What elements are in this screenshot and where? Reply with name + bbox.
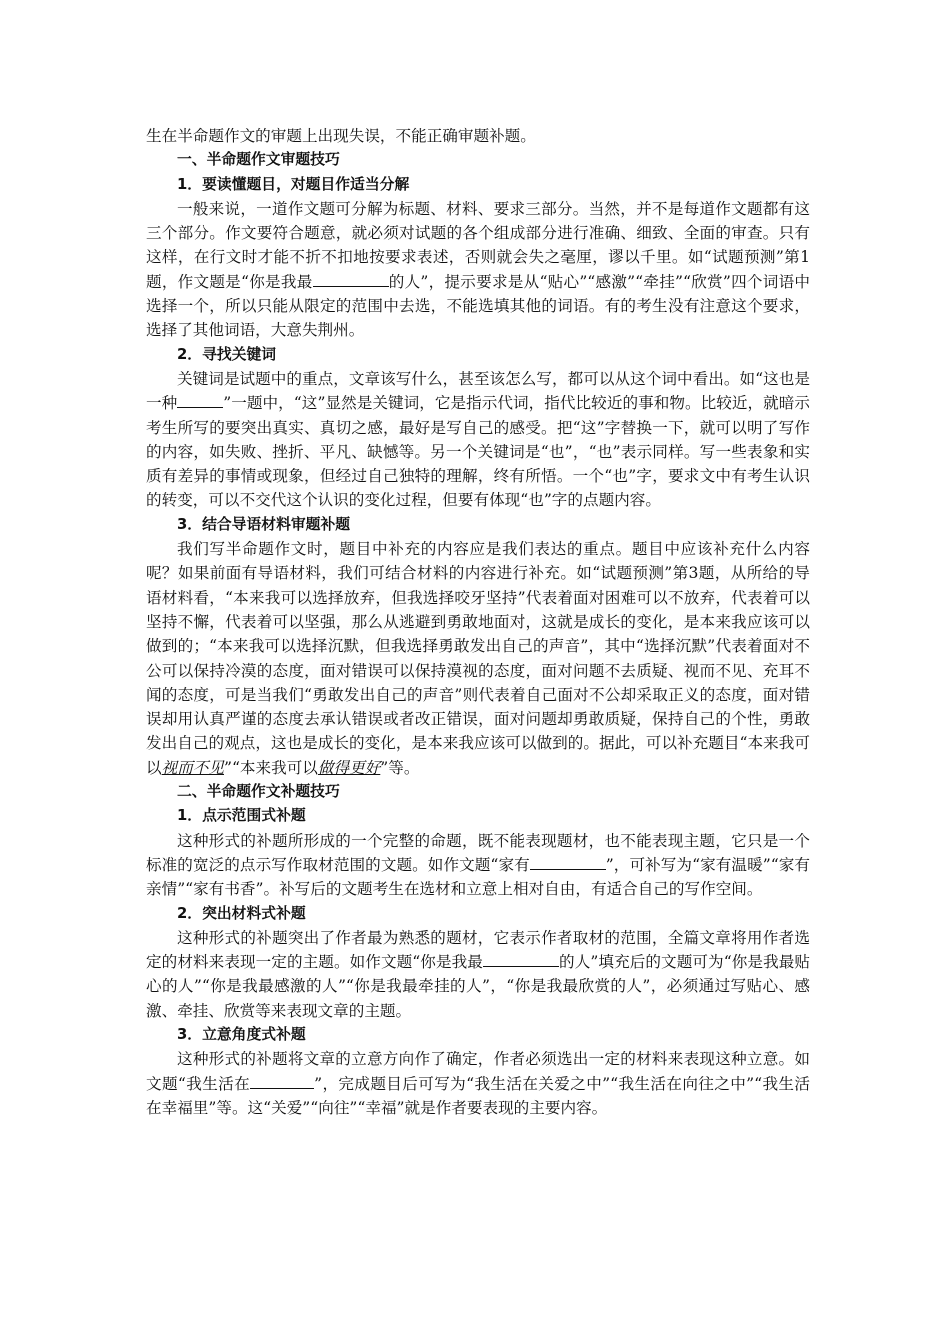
subheading-2-2: 2．突出材料式补题 <box>177 904 306 922</box>
text: 一般来说，一道作文题可分解为标题、材料、要求三部分。当然，并不是每道作文题都有这三个部分。作文要符合题意，就必须对试题的各个组成部分进行准确、细致、全面的审查。只有这样，在行文时才能不折不扣地按要求表述，否则就会失之毫厘，谬以千里。如“试题预测”第1题，作文题是“你是我最 <box>146 199 810 291</box>
paragraph-1-1 <box>146 197 810 343</box>
fill-blank <box>313 271 389 287</box>
paragraph-2-3 <box>146 1047 810 1120</box>
text: ”，可补写为“家有温暖”“家有亲情”“家有书香”。补写后的文题考生在选材和立意上相对自由，有适合自己的写作空间。 <box>146 855 810 899</box>
text: 的人”填充后的文题可为“你是我最贴心的人”“你是我最感激的人”“你是我最牵挂的人”，“你是我最欣赏的人”，必须通过写贴心、感激、牵挂、欣赏等来表现文章的主题。 <box>146 953 810 1020</box>
text: ”“本来我可以 <box>223 758 318 777</box>
subheading-1-3: 3．结合导语材料审题补题 <box>177 515 351 533</box>
text: ”等。 <box>380 758 420 777</box>
subheading-2-1: 1．点示范围式补题 <box>177 807 306 825</box>
text: ”，完成题目后可写为“我生活在关爱之中”“我生活在向往之中”“我生活在幸福里”等。这“关爱”“向往”“幸福”就是作者要表现的主要内容。 <box>146 1074 810 1117</box>
text: 的人”，提示要求是从“贴心”“感激”“牵挂”“欣赏”四个词语中选择一个，所以只能从限定的范围中去选，不能选填其他的词语。有的考生没有注意这个要求，选择了其他词语，大意失荆州。 <box>146 272 810 340</box>
section-heading-2: 二、半命题作文补题技巧 <box>177 783 340 801</box>
document-body <box>146 124 810 1120</box>
text: ”一题中，“这”显然是关键词，它是指示代词，指代比较近的事和物。比较近，就暗示考生所写的要突出真实、真切之感，最好是写自己的感受。把“这”字替换一下，就可以明了写作的内容，如失败、挫折、平凡、缺憾等。另一个关键词是“也”，“也”表示同样。写一些表象和实质有差异的事情或现象，但经过自己独特的理解，终有所悟。一个“也”字，要求文中有考生认识的转变，可以不交代这个认识的变化过程，但要有体现“也”字的点题内容。 <box>146 394 810 510</box>
text: 关键词是试题中的重点，文章该写什么，甚至该怎么写，都可以从这个词中看出。如“这也是一种 <box>146 369 810 413</box>
paragraph-2-1 <box>146 829 810 902</box>
underlined-phrase: 做得更好 <box>317 758 381 777</box>
paragraph-1-3 <box>146 537 810 780</box>
fill-blank <box>177 392 223 408</box>
paragraph-2-2 <box>146 926 810 1023</box>
section-heading-1: 一、半命题作文审题技巧 <box>177 151 340 169</box>
paragraph-1-2 <box>146 367 810 513</box>
underlined-phrase: 视而不见 <box>161 758 224 777</box>
text: 这种形式的补题突出了作者最为熟悉的题材，它表示作者取材的范围，全篇文章将用作者选定的材料来表现一定的主题。如作文题“你是我最 <box>146 928 810 972</box>
fill-blank <box>483 951 559 967</box>
subheading-1-1: 1．要读懂题目，对题目作适当分解 <box>177 175 410 193</box>
fill-blank <box>250 1073 314 1089</box>
text: 这种形式的补题将文章的立意方向作了确定，作者必须选出一定的材料来表现这种立意。如文题“我生活在 <box>146 1050 810 1093</box>
fill-blank <box>530 854 606 870</box>
subheading-1-2: 2．寻找关键词 <box>177 345 277 363</box>
text: 这种形式的补题所形成的一个完整的命题，既不能表现题材，也不能表现主题，它只是一个标准的宽泛的点示写作取材范围的文题。如作文题“家有 <box>146 831 810 874</box>
text: 我们写半命题作文时，题目中补充的内容应是我们表达的重点。题目中应该补充什么内容呢？如果前面有导语材料，我们可结合材料的内容进行补充。如“试题预测”第3题，从所给的导语材料看，“本来我可以选择放弃，但我选择咬牙坚持”代表着面对困难可以不放弃，代表着可以坚持不懈，代表着可以坚强，那么从逃避到勇敢地面对，这就是成长的变化，是本来我应该可以做到的；“本来我可以选择沉默，但我选择勇敢发出自己的声音”，其中“选择沉默”代表着面对不公可以保持冷漠的态度，面对错误可以保持漠视的态度，面对问题不去质疑、视而不见、充耳不闻的态度，可是当我们“勇敢发出自己的声音”则代表着自己面对不公却采取正义的态度，面对错误却用认真严谨的态度去承认错误或者改正错误，面对问题却勇敢质疑，保持自己的个性，勇敢发出自己的观点，这也是成长的变化，是本来我应该可以做到的。据此，可以补充题目“本来我可以 <box>146 540 810 777</box>
paragraph-continued: 生在半命题作文的审题上出现失误，不能正确审题补题。 <box>146 127 536 145</box>
subheading-2-3: 3．立意角度式补题 <box>177 1025 306 1043</box>
